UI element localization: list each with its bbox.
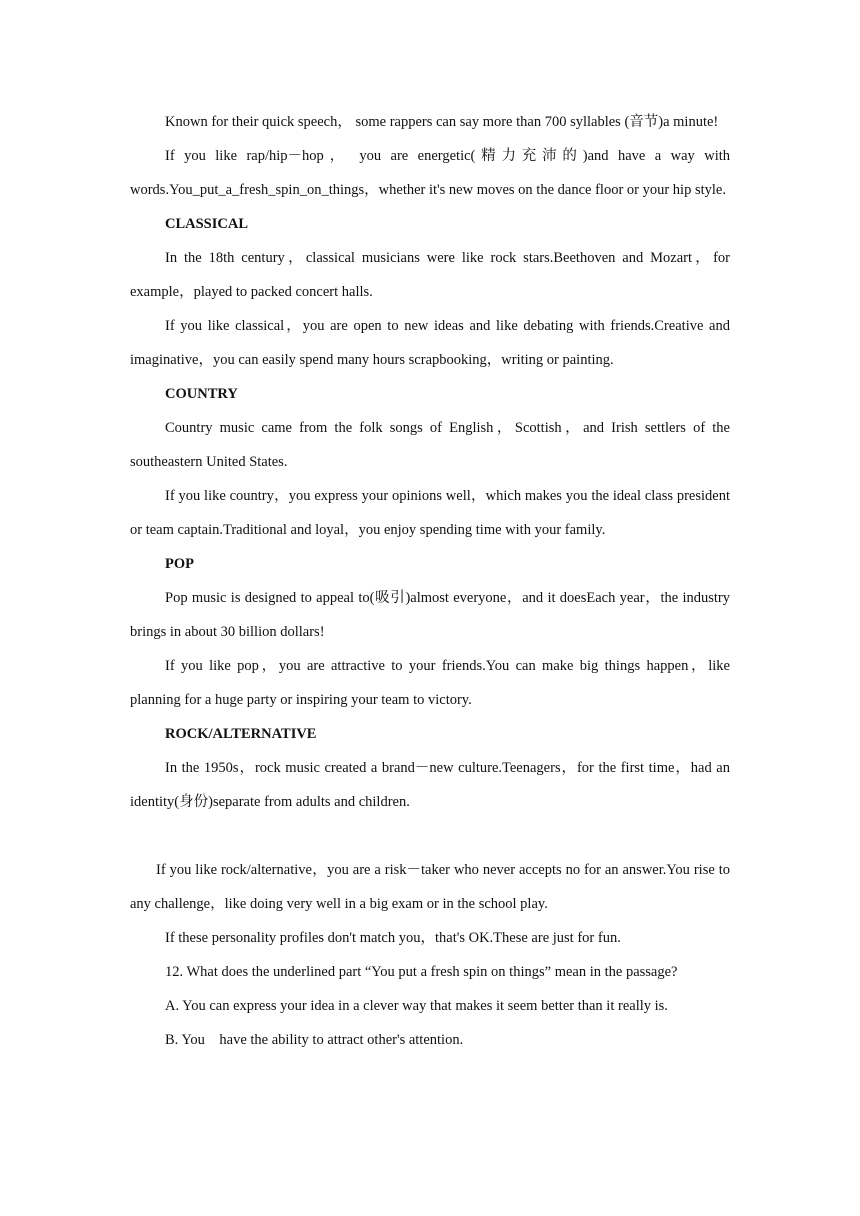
paragraph-rock-history: In the 1950s，rock music created a brand－new culture.Teenagers，for the first time，had an identity(身份)separate from adults and children. — [130, 760, 730, 810]
paragraph-country-personality: If you like country，you express your opinions well，which makes you the ideal class president or team captain.Traditional and loyal，you enjoy spending time with your family. — [130, 488, 730, 538]
paragraph-classical-personality: If you like classical，you are open to new ideas and like debating with friends.Creative and imaginative，you can easily spend many hours scrapbooking，writing or painting. — [130, 318, 730, 368]
paragraph-rap-speed: Known for their quick speech， some rappers can say more than 700 syllables (音节)a minute! — [165, 114, 719, 130]
document-body — [130, 105, 730, 1057]
paragraph-pop-personality: If you like pop，you are attractive to your friends.You can make big things happen，like planning for a huge party or inspiring your team to victory. — [130, 658, 730, 708]
heading-country: COUNTRY — [165, 386, 238, 402]
option-b: B. You have the ability to attract other's attention. — [165, 1032, 464, 1048]
paragraph-classical-history: In the 18th century，classical musicians were like rock stars.Beethoven and Mozart，for example，played to packed concert halls. — [130, 250, 730, 300]
blank-line — [130, 819, 730, 853]
heading-classical: CLASSICAL — [165, 216, 248, 232]
heading-rock-alternative: ROCK/ALTERNATIVE — [165, 726, 317, 742]
paragraph-rap-personality: If you like rap/hip－hop， you are energetic(精力充沛的)and have a way with words.You_put_a_fresh_spin_on_things，whether it's new moves on the dance floor or your hip style. — [130, 148, 730, 198]
heading-pop: POP — [165, 556, 194, 572]
paragraph-closing-note: If these personality profiles don't match you，that's OK.These are just for fun. — [165, 930, 621, 946]
paragraph-pop-history: Pop music is designed to appeal to(吸引)almost everyone，and it doesEach year，the industry brings in about 30 billion dollars! — [130, 590, 730, 640]
question-12: 12. What does the underlined part “You put a fresh spin on things” mean in the passage? — [165, 964, 678, 980]
option-a: A. You can express your idea in a clever way that makes it seem better than it really is. — [165, 998, 668, 1014]
paragraph-rock-personality: If you like rock/alternative，you are a risk－taker who never accepts no for an answer.You rise to any challenge，like doing very well in a big exam or in the school play. — [130, 862, 730, 912]
paragraph-country-history: Country music came from the folk songs of English，Scottish，and Irish settlers of the southeastern United States. — [130, 420, 730, 470]
